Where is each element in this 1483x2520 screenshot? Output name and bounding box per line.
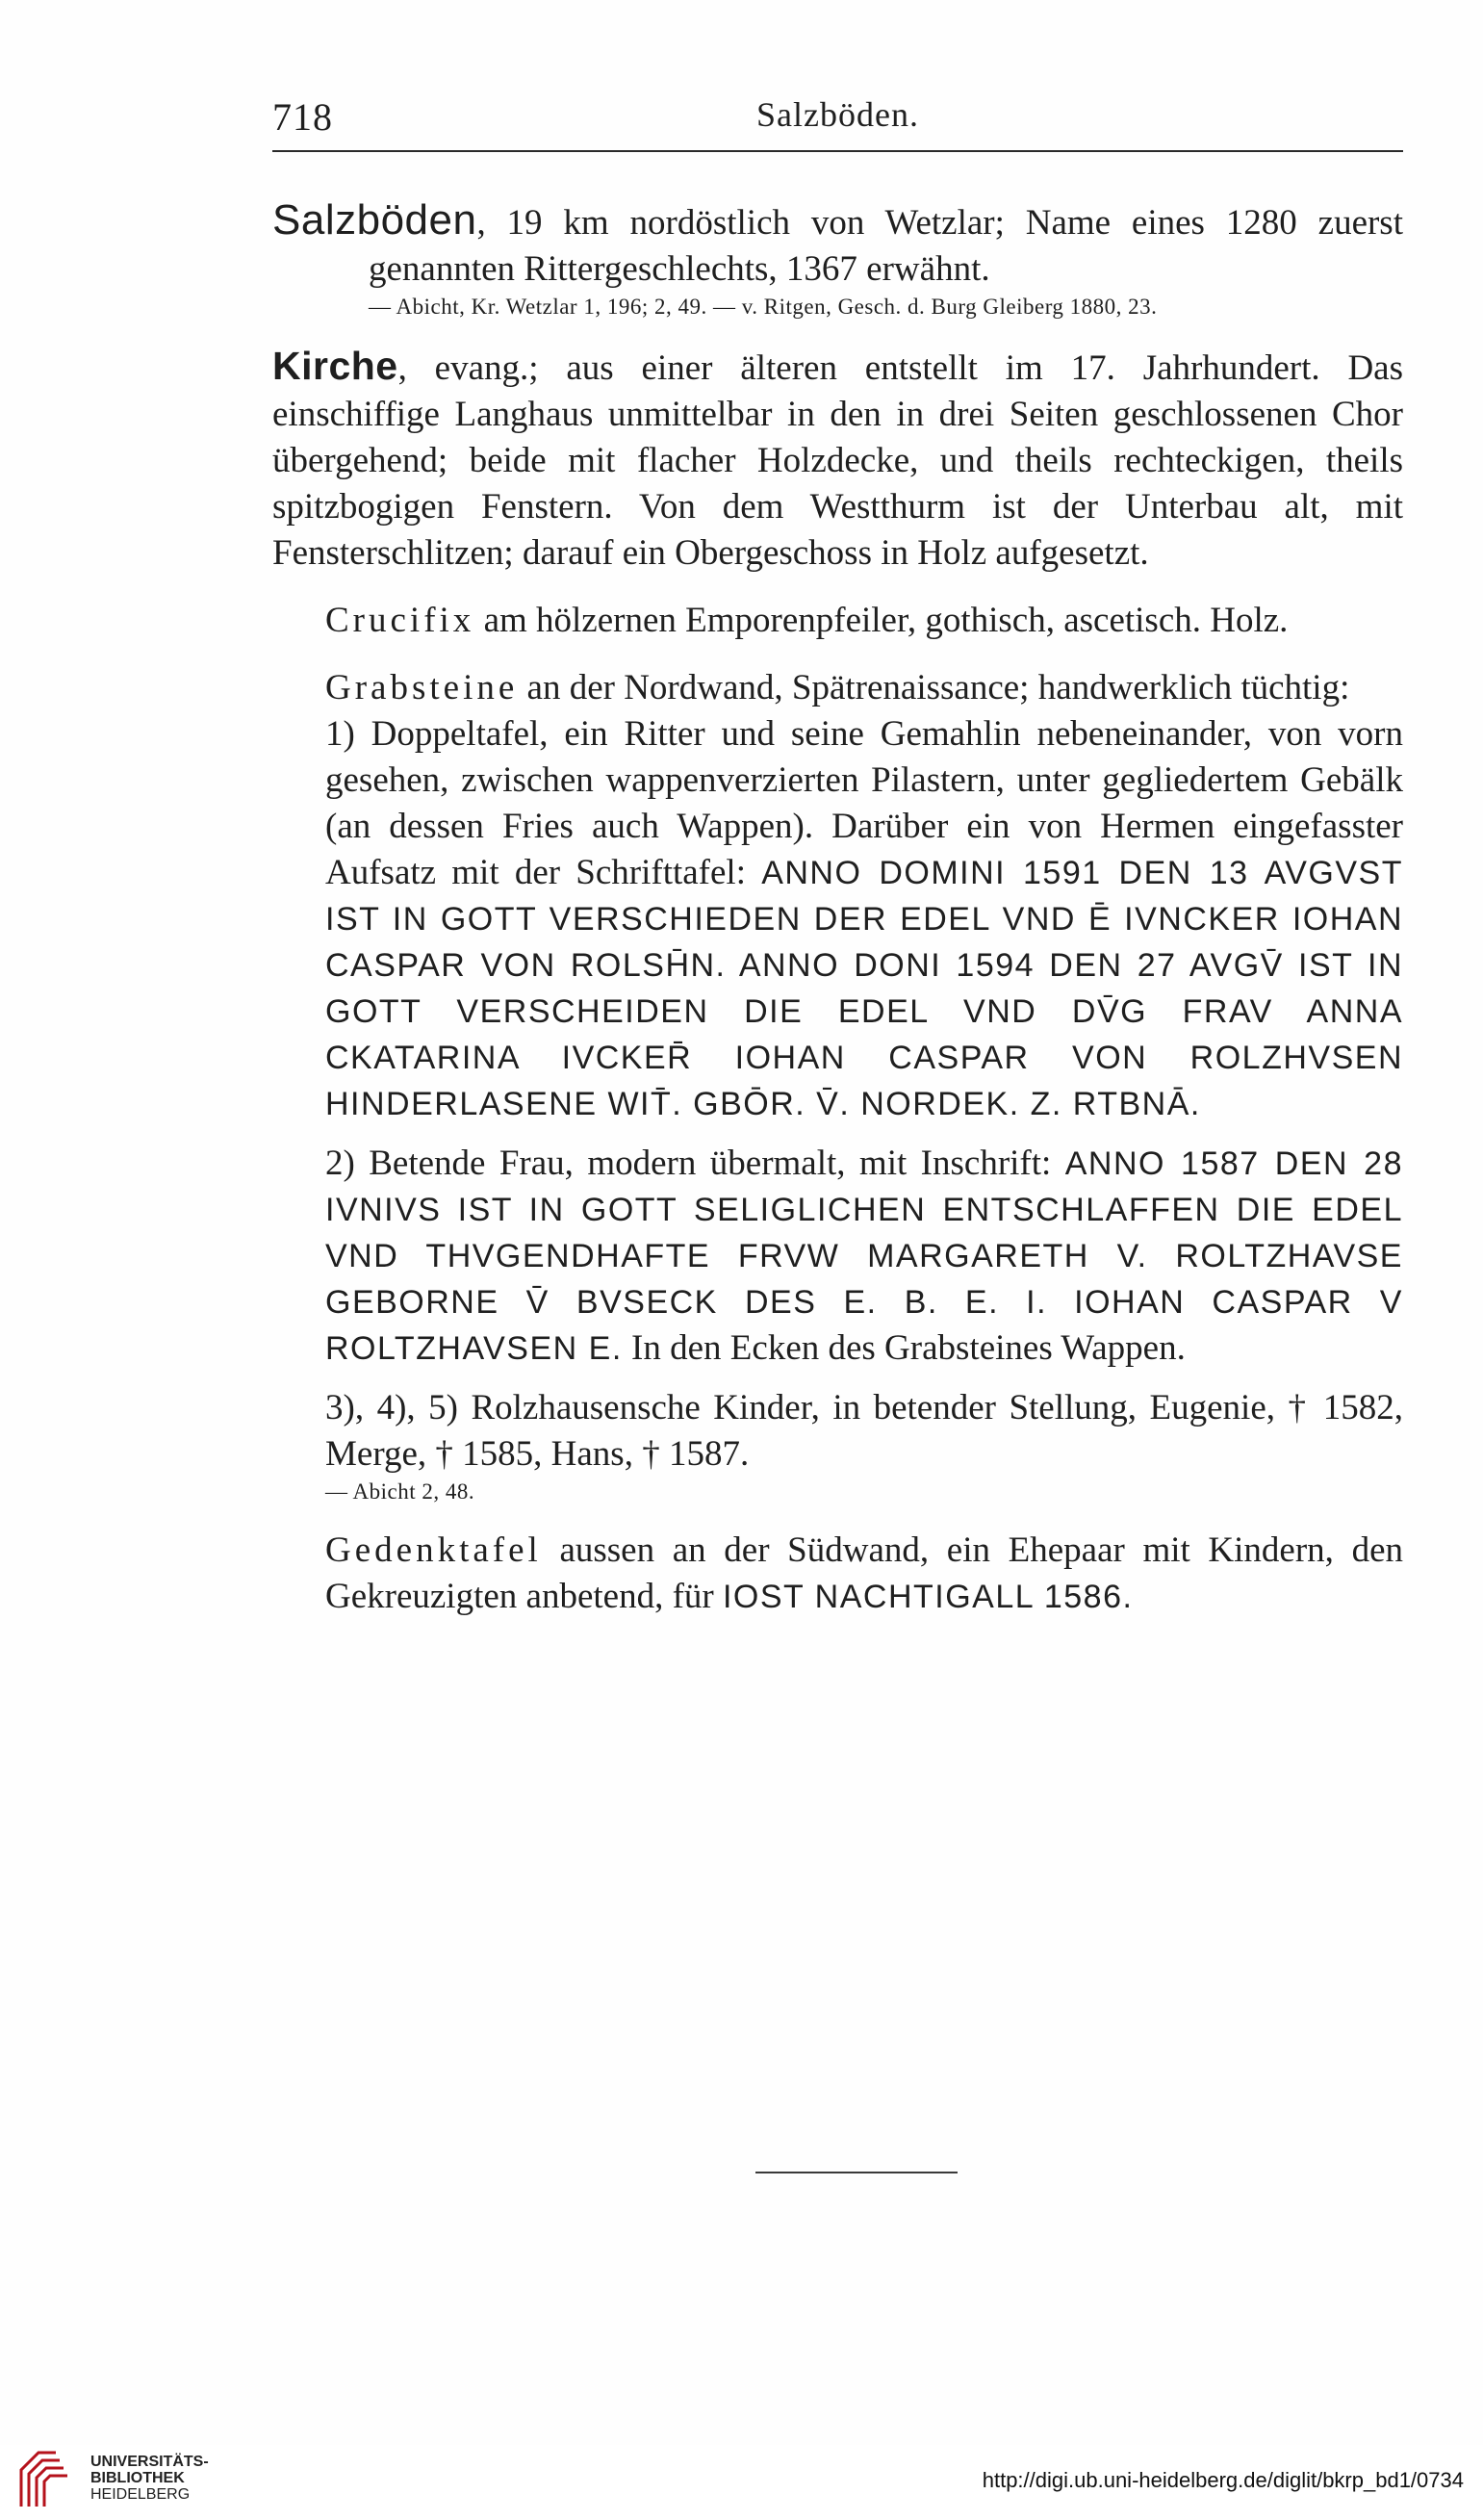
grabstein-item-3-reference: — Abicht 2, 48.: [325, 1479, 475, 1504]
kirche-text: , evang.; aus einer älteren entstellt im 17. Jahrhundert. Das einschiffige Langhaus unmittelbar in den in drei Seiten geschlossenen Chor übergehend; beide mit flacher Holzdecke, und theils rechteckigen, theils spitzbogigen Fenstern. Von dem Westthurm ist der Unterbau alt, mit Fensterschlitzen; darauf ein Obergeschoss in Holz aufgesetzt.: [272, 348, 1403, 573]
page-header: [272, 94, 1403, 152]
grabstein-item-3: 3), 4), 5) Rolzhausensche Kinder, in betender Stellung, Eugenie, † 1582, Merge, † 1585, Hans, † 1587.: [325, 1388, 1403, 1474]
grabstein-item-1-text: 1) Doppeltafel, ein Ritter und seine Gemahlin nebeneinander, von vorn gesehen, zwischen wappenverzierten Pilastern, unter gegliedertem Gebälk (an dessen Fries auch Wappen). Darüber ein von Hermen eingefasster Aufsatz mit der Schrifttafel:: [325, 714, 1403, 892]
permalink-url[interactable]: http://digi.ub.uni-heidelberg.de/diglit/bkrp_bd1/0734: [982, 2468, 1464, 2492]
gedenktafel-heading: Gedenktafel: [325, 1530, 542, 1570]
grabstein-item-1-inscription: ANNO DOMINI 1591 DEN 13 AVGVST IST IN GOTT VERSCHIEDEN DER EDEL VND Ē IVNCKER IOHAN CASPAR VON ROLSH̄N. ANNO DONI 1594 DEN 27 AVGV̄ IST IN GOTT VERSCHEIDEN DIE EDEL VND DV̄G FRAV ANNA CKATARINA IVCKER̄ IOHAN CASPAR VON ROLZHVSEN HINDERLASENE WIT̄. GBŌR. V̄. NORDEK. Z. RTBNĀ.: [325, 855, 1404, 1122]
grabstein-item-2-inscription: ANNO 1587 DEN 28 IVNIVS IST IN GOTT SELIGLICHEN ENTSCHLAFFEN DIE EDEL VND THVGENDHAFTE FRVW MARGARETH V. ROLTZHAVSE GEBORNE V̄ BVSECK DES E. B. E. I. IOHAN CASPAR V ROLTZHAVSEN E.: [325, 1145, 1403, 1367]
running-title: Salzböden.: [756, 95, 919, 134]
library-name-line-3: HEIDELBERG: [90, 2486, 191, 2503]
gedenktafel-paragraph: [272, 1528, 1403, 1620]
page-number: 718: [272, 95, 333, 139]
gedenktafel-inscription: IOST NACHTIGALL 1586.: [722, 1579, 1134, 1615]
spacer: [272, 1506, 1403, 1528]
spacer: [272, 1127, 1403, 1141]
header-rule: [272, 150, 1403, 152]
crucifix-heading: Crucifix: [325, 601, 475, 640]
crucifix-text: am hölzernen Emporenpfeiler, gothisch, ascetisch. Holz.: [474, 601, 1289, 640]
grabstein-item-2: [272, 1141, 1403, 1372]
library-name-line-2: BIBLIOTHEK: [90, 2470, 185, 2486]
grabstein-item-2-text: 2) Betende Frau, modern übermalt, mit Inschrift:: [325, 1144, 1065, 1183]
spacer: [272, 644, 1403, 665]
spacer: [272, 1372, 1403, 1385]
kirche-heading: Kirche: [272, 344, 398, 388]
kirche-paragraph: [272, 343, 1403, 577]
end-rule: [755, 2172, 958, 2173]
gedenktafel-text: aussen an der Südwand, ein Ehepaar mit Kindern, den Gekreuzigten anbetend, für: [325, 1530, 1403, 1616]
library-name-line-1: UNIVERSITÄTS-: [90, 2454, 209, 2470]
spacer: [272, 321, 1403, 343]
entry-title: Salzböden: [272, 196, 477, 244]
grabstein-item-1: [272, 711, 1403, 1127]
entry-intro: [272, 197, 1403, 293]
article-body: [272, 197, 1403, 1620]
entry-intro-text: , 19 km nordöstlich von Wetzlar; Name eines 1280 zuerst genannten Rittergeschlechts, 1367 erwähnt.: [369, 203, 1403, 289]
grabsteine-heading: Grabsteine: [325, 668, 519, 707]
grabstein-item-2-tail: In den Ecken des Grabsteines Wappen.: [622, 1328, 1186, 1368]
grabsteine-paragraph: [272, 665, 1403, 711]
crucifix-paragraph: [272, 598, 1403, 644]
grabsteine-text: an der Nordwand, Spätrenaissance; handwerklich tüchtig:: [518, 668, 1350, 707]
library-name: [90, 2454, 209, 2503]
entry-reference: — Abicht, Kr. Wetzlar 1, 196; 2, 49. — v. Ritgen, Gesch. d. Burg Gleiberg 1880, 23.: [369, 295, 1158, 319]
spacer: [272, 577, 1403, 598]
heidelberg-library-logo-icon: [17, 2445, 75, 2508]
